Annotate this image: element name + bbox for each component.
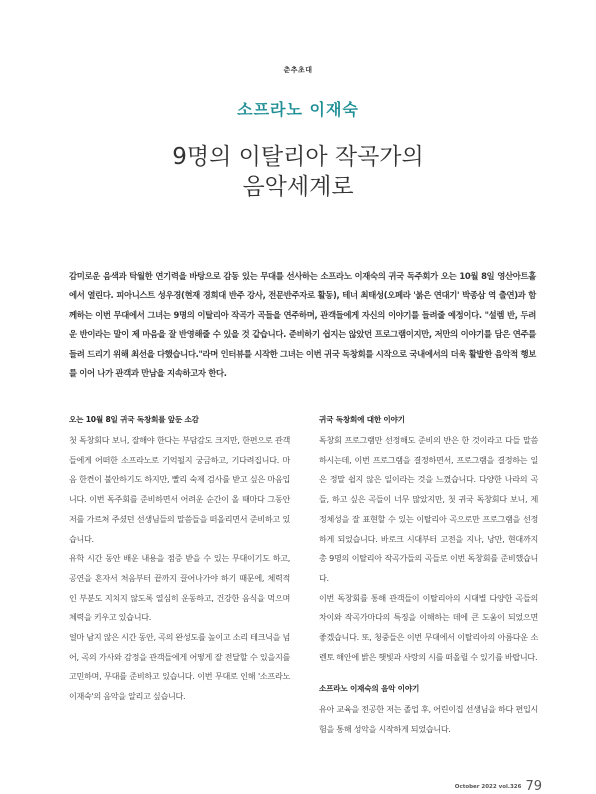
- title-line-1: 9명의 이탈리아 작곡가의: [172, 144, 424, 170]
- column-spacer: [319, 667, 538, 681]
- right-column: [319, 412, 538, 740]
- page-footer: [454, 778, 542, 794]
- left-paragraph-2: 유학 시간 동안 배운 내용을 점증 받을 수 있는 무대이기도 하고, 공연을 혼자서 처음부터 끝까지 끌어나가야 하기 때문에, 체력적인 부분도 지치지 않도록 열심히 운동하고, 건강한 음식을 먹으며 체력을 키우고 있습니다.: [69, 553, 290, 623]
- title-line-2: 음악세계로: [242, 174, 354, 200]
- article-subtitle: 소프라노 이재숙: [237, 100, 359, 119]
- left-paragraph-3: 얼마 남지 않은 시간 동안, 곡의 완성도를 높이고 소리 테크닉을 넘어, 곡의 가사와 감정을 관객들에게 어떻게 잘 전달할 수 있을지를 고민하며, 무대를 준비하고 있습니다. 이번 무대로 인해 '소프라노 이재숙'의 음악을 알리고 싶습니다.: [69, 632, 290, 702]
- right-paragraph-1: 독창회 프로그램만 선정해도 준비의 반은 한 것이라고 다들 말씀하시는데, 이번 프로그램을 결정하면서, 프로그램을 결정하는 일은 정말 쉽지 않은 일이라는 것을 느꼈습니다. 다양한 나라의 곡들, 하고 싶은 곡들이 너무 많았지만, 첫 귀국 독창회다 보니, 제 정체성을 잘 표현할 수 있는 이탈리아 곡으로만 프로그램을 선정하게 되었습니다. 바로크 시대부터 고전을 지나, 낭만, 현대까지 총 9명의 이탈리아 작곡가들의 곡들로 이번 독창회를 준비했습니다.: [319, 435, 538, 583]
- section-tag: 춘추초대: [283, 66, 313, 74]
- issue-label: October 2022 vol.326: [454, 784, 522, 790]
- left-paragraph-1: 첫 독창회다 보니, 잘해야 한다는 부담감도 크지만, 한편으로 관객들에게 어떠한 소프라노로 기억될지 궁금하고, 기다려집니다. 마음 한켠이 불안하기도 하지만, 빨리 숙제 검사를 받고 싶은 마음입니다. 이번 독주회를 준비하면서 어려운 순간이 올 때마다 그동안 저를 가르쳐 주셨던 선생님들의 말씀들을 떠올리면서 준비하고 있습니다.: [69, 435, 290, 544]
- left-column: [69, 412, 290, 707]
- right-column-heading-1: 귀국 독창회에 대한 이야기: [319, 415, 405, 424]
- page-number: 79: [525, 779, 542, 794]
- article-title: [0, 142, 596, 202]
- right-paragraph-2: 이번 독창회를 통해 관객들이 이탈리아의 시대별 다양한 곡들의 차이와 작곡가마다의 특징을 이해하는 데에 큰 도움이 되었으면 좋겠습니다. 또, 청중들은 이번 무대에서 이탈리아의 아름다운 소렌토 해안에 밝은 햇빛과 사랑의 시를 떠올릴 수 있기를 바랍니다.: [319, 592, 538, 662]
- intro-paragraph: 감미로운 음색과 탁월한 연기력을 바탕으로 감동 있는 무대를 선사하는 소프라노 이재숙의 귀국 독주회가 오는 10월 8일 영산아트홀에서 열린다. 피아니스트 성우경(현재 경희대 반주 강사, 전문반주자로 활동), 테너 최태성(오페라 '붉은 연대기' 박종삼 역 출연)과 함께하는 이번 무대에서 그녀는 9명의 이탈리아 작곡가 곡들을 연주하며, 관객들에게 자신의 이야기를 들려줄 예정이다. "설렘 반, 두려운 반이라는 말이 제 마음을 잘 반영해줄 수 있을 것 같습니다. 준비하기 쉽지는 않았던 프로그램이지만, 저만의 이야기를 담은 연주를 들려 드리기 위해 최선을 다했습니다."라며 인터뷰를 시작한 그녀는 이번 귀국 독창회를 시작으로 국내에서의 더욱 활발한 음악적 행보를 이어 나가 관객과 만남을 지속하고자 한다.: [69, 271, 536, 379]
- right-paragraph-3: 유아 교육을 전공한 저는 졸업 후, 어린이집 선생님을 하다 편입시험을 통해 성악을 시작하게 되었습니다.: [319, 704, 538, 735]
- left-column-heading: 오는 10월 8일 귀국 독창회를 앞둔 소감: [69, 415, 199, 424]
- right-column-heading-2: 소프라노 이재숙의 음악 이야기: [319, 684, 420, 694]
